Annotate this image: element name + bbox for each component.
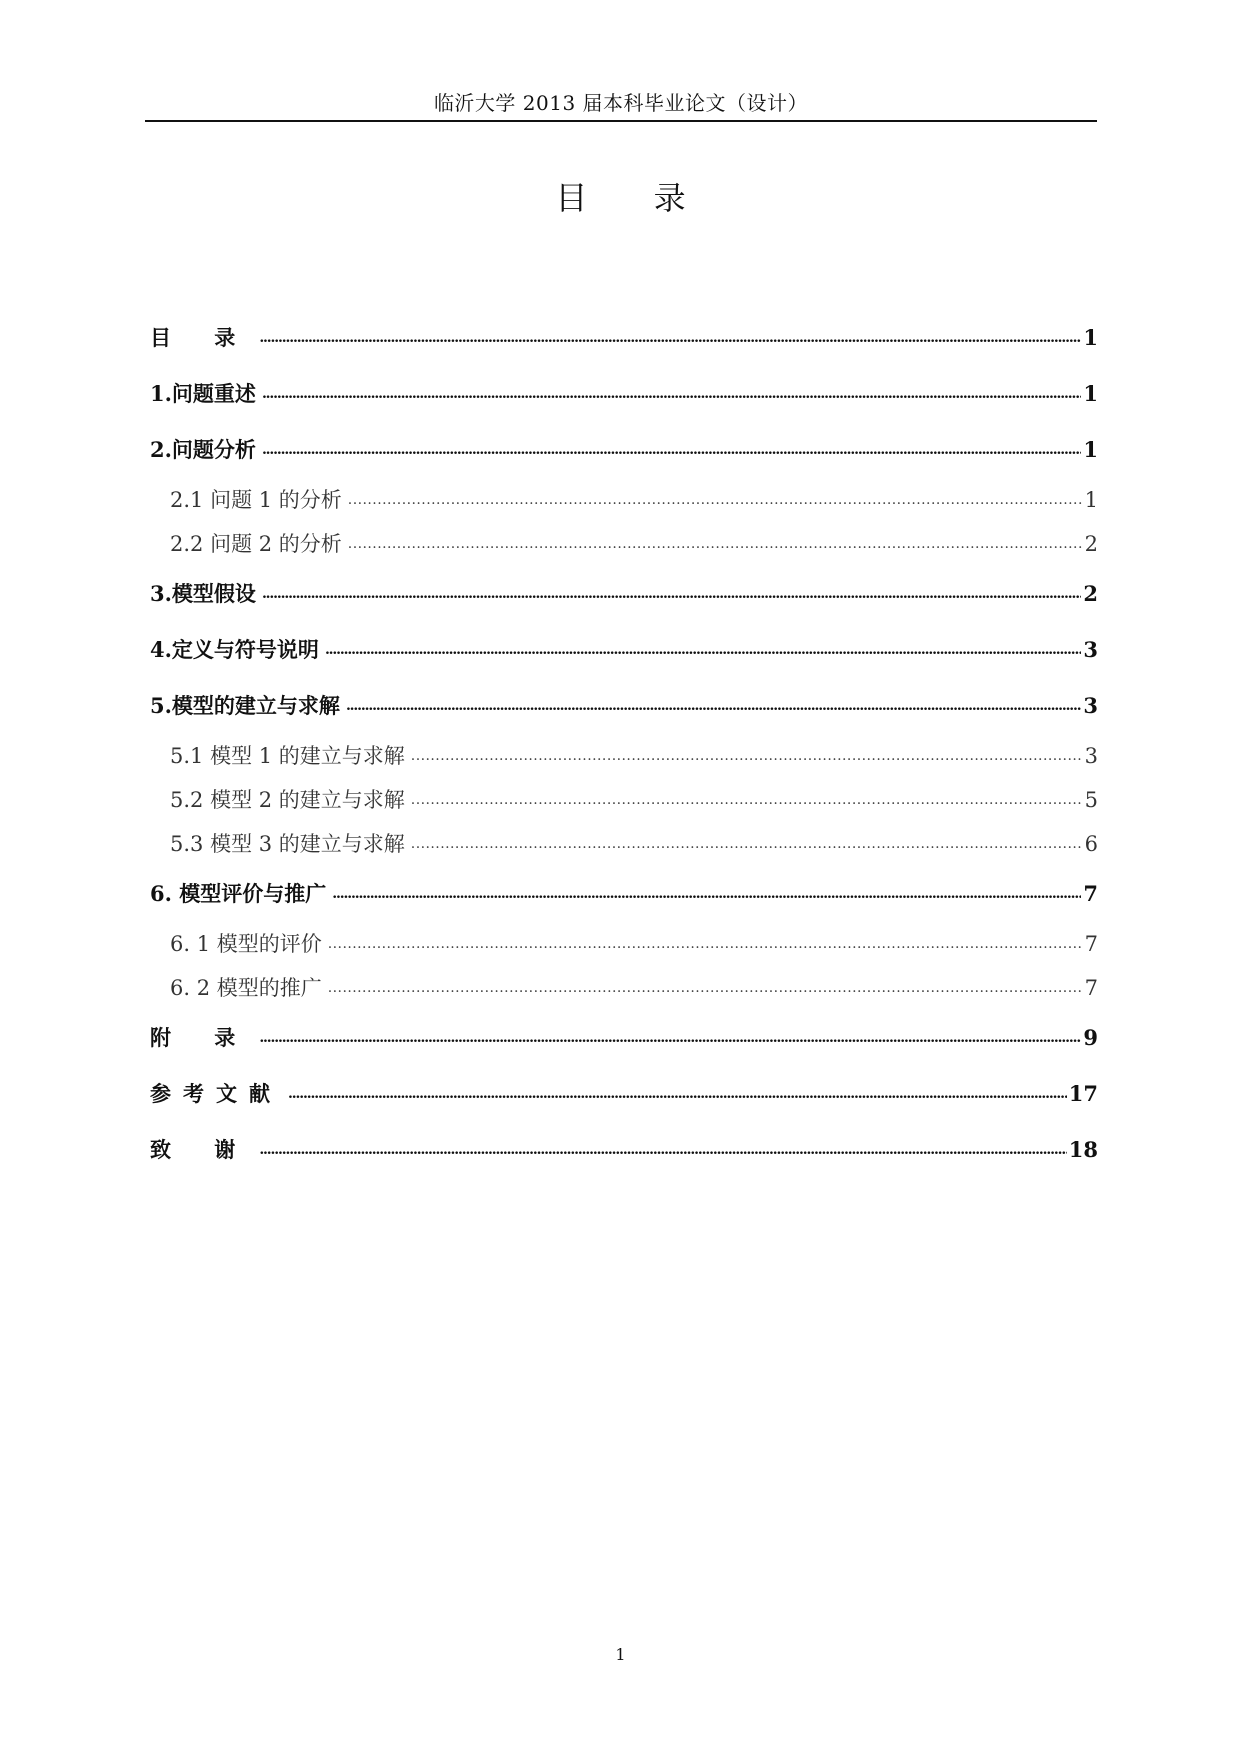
toc-entry-page: 3 xyxy=(1084,744,1098,768)
toc-leader-dots xyxy=(325,635,1081,657)
toc-entry-label: 6. 模型评价与推广 xyxy=(150,881,327,906)
toc-leader-dots xyxy=(262,379,1081,401)
toc-leader-dots xyxy=(346,691,1081,713)
toc-leader-dots xyxy=(259,1135,1066,1157)
toc-entry-definitions[interactable] xyxy=(150,630,1098,686)
toc-entry-label: 致 谢 xyxy=(150,1137,254,1162)
toc-entry-label: 6. 2 模型的推广 xyxy=(170,976,322,1000)
toc-entry-page: 2 xyxy=(1083,581,1098,606)
toc-entry-page: 3 xyxy=(1083,693,1098,718)
toc-leader-dots xyxy=(411,741,1083,763)
toc-entry-label: 附 录 xyxy=(150,1025,254,1050)
toc-entry-evaluation[interactable] xyxy=(150,874,1098,930)
toc-entry-label: 目 录 xyxy=(150,325,254,350)
toc-leader-dots xyxy=(328,973,1083,995)
toc-leader-dots xyxy=(259,323,1081,345)
toc-entry-label: 2.1 问题 1 的分析 xyxy=(170,488,342,512)
toc-entry-references[interactable] xyxy=(150,1074,1098,1130)
toc-entry-page: 7 xyxy=(1083,881,1098,906)
toc-entry-6-1[interactable] xyxy=(150,924,1098,968)
toc-entry-page: 1 xyxy=(1083,381,1098,406)
toc-entry-label: 2.问题分析 xyxy=(150,437,256,462)
toc-entry-page: 6 xyxy=(1084,832,1098,856)
toc-entry-label: 5.2 模型 2 的建立与求解 xyxy=(170,788,405,812)
toc-entry-2-1[interactable] xyxy=(150,480,1098,524)
toc-entry-5-3[interactable] xyxy=(150,824,1098,868)
toc-leader-dots xyxy=(328,929,1083,951)
toc-entry-page: 1 xyxy=(1083,325,1098,350)
toc-leader-dots xyxy=(262,435,1081,457)
page-title: 目 录 xyxy=(555,179,714,217)
toc-entry-page: 17 xyxy=(1068,1081,1098,1106)
toc-entry-2-2[interactable] xyxy=(150,524,1098,568)
toc-leader-dots xyxy=(348,485,1083,507)
toc-entry-contents[interactable] xyxy=(150,318,1098,374)
toc-entry-page: 1 xyxy=(1083,437,1098,462)
toc-entry-acknowledgements[interactable] xyxy=(150,1130,1098,1186)
toc-entry-model-building[interactable] xyxy=(150,686,1098,742)
toc-entry-page: 2 xyxy=(1084,532,1098,556)
toc-entry-page: 1 xyxy=(1084,488,1098,512)
toc-entry-model-assumptions[interactable] xyxy=(150,574,1098,630)
toc-leader-dots xyxy=(411,829,1083,851)
toc-leader-dots xyxy=(259,1023,1081,1045)
toc-leader-dots xyxy=(332,879,1081,901)
header-text: 临沂大学 2013 届本科毕业论文（设计） xyxy=(433,91,809,115)
toc-entry-page: 5 xyxy=(1084,788,1098,812)
toc-entry-page: 9 xyxy=(1083,1025,1098,1050)
toc-entry-label: 6. 1 模型的评价 xyxy=(170,932,322,956)
toc-leader-dots xyxy=(411,785,1083,807)
toc-entry-label: 5.3 模型 3 的建立与求解 xyxy=(170,832,405,856)
toc-entry-5-1[interactable] xyxy=(150,736,1098,780)
toc-entry-label: 4.定义与符号说明 xyxy=(150,637,319,662)
toc-entry-label: 3.模型假设 xyxy=(150,581,256,606)
toc-entry-page: 7 xyxy=(1084,932,1098,956)
toc-entry-label: 2.2 问题 2 的分析 xyxy=(170,532,342,556)
toc-entry-page: 3 xyxy=(1083,637,1098,662)
toc-entry-label: 5.模型的建立与求解 xyxy=(150,693,340,718)
toc-entry-problem-analysis[interactable] xyxy=(150,430,1098,486)
page-number: 1 xyxy=(615,1645,626,1664)
toc-entry-label: 1.问题重述 xyxy=(150,381,256,406)
toc-leader-dots xyxy=(288,1079,1067,1101)
toc-leader-dots xyxy=(262,579,1081,601)
toc-entry-label: 参考文献 xyxy=(150,1081,282,1106)
page-header xyxy=(145,88,1097,122)
toc-entry-page: 18 xyxy=(1068,1137,1098,1162)
toc-entry-label: 5.1 模型 1 的建立与求解 xyxy=(170,744,405,768)
toc-leader-dots xyxy=(348,529,1083,551)
toc-entry-5-2[interactable] xyxy=(150,780,1098,824)
toc-entry-page: 7 xyxy=(1084,976,1098,1000)
table-of-contents xyxy=(150,318,1098,1186)
toc-entry-problem-restatement[interactable] xyxy=(150,374,1098,430)
toc-entry-appendix[interactable] xyxy=(150,1018,1098,1074)
toc-entry-6-2[interactable] xyxy=(150,968,1098,1012)
